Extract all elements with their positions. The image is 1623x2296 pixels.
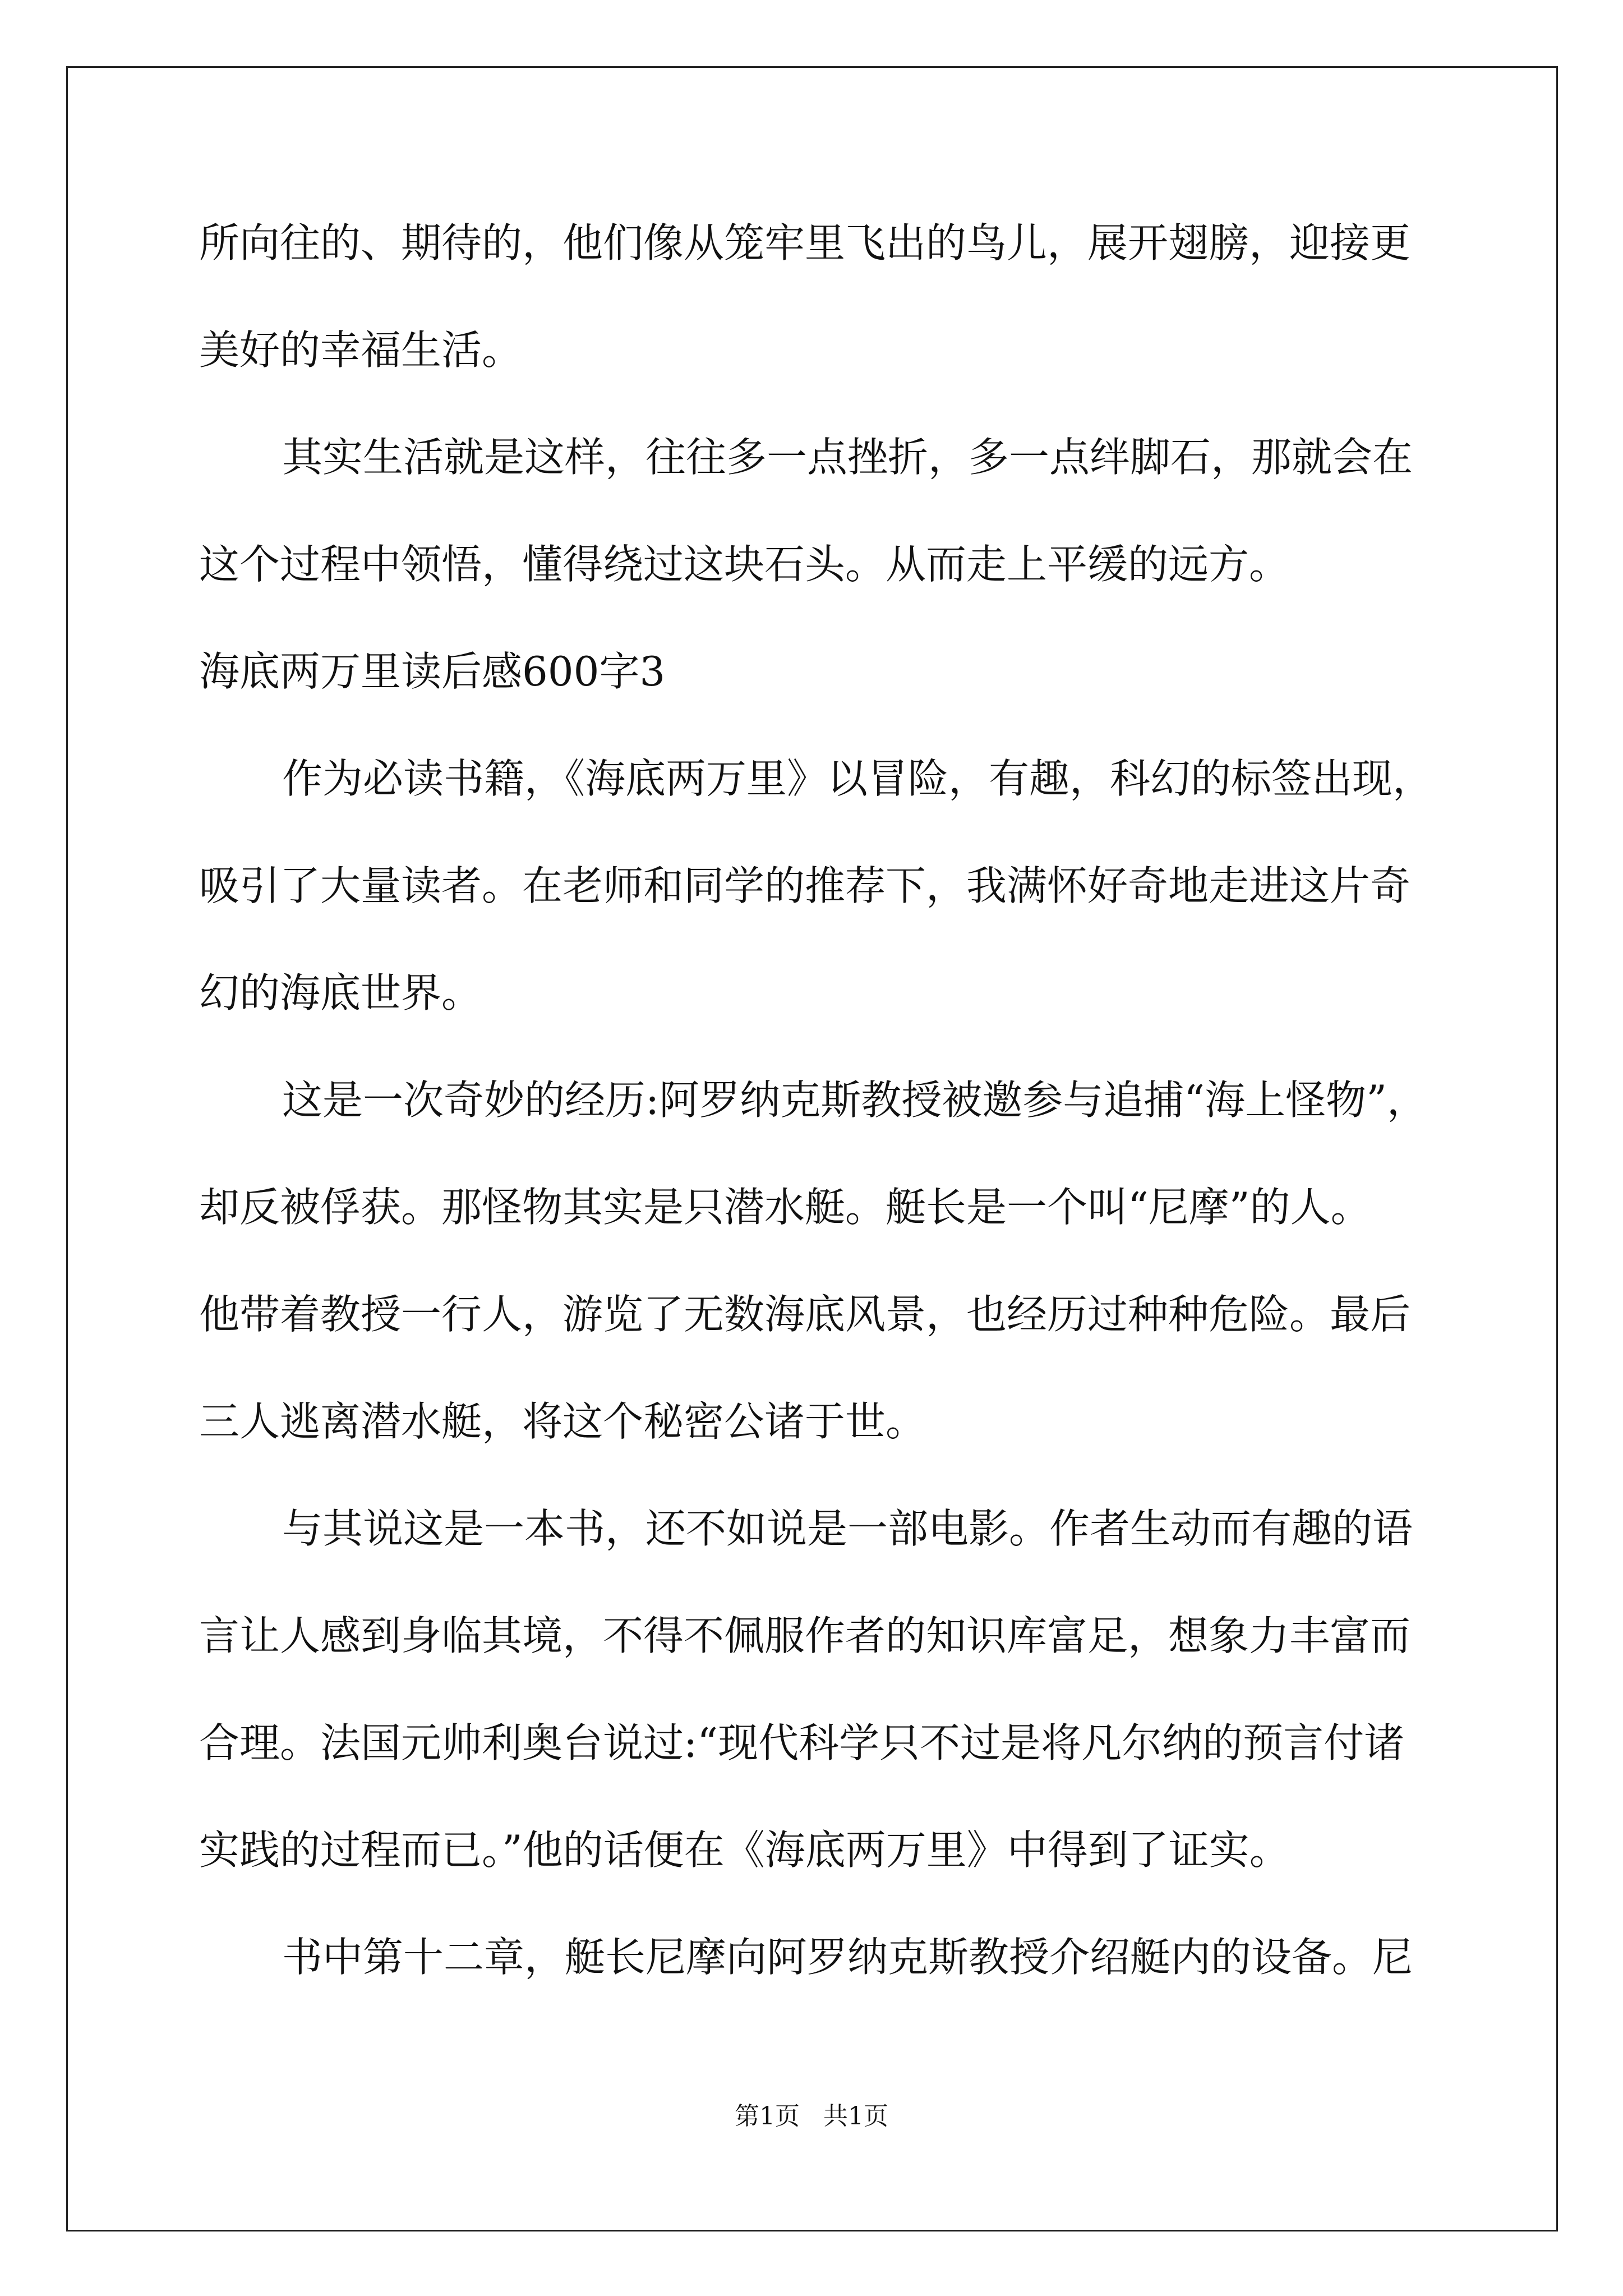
text-line: 他带着教授一行人，游览了无数海底风景，也经历过种种危险。最后	[199, 1291, 1411, 1338]
paragraph-start-line: 作为必读书籍，《海底两万里》以冒险，有趣，科幻的标签出现，	[282, 755, 1433, 802]
text-line: 这个过程中领悟，懂得绕过这块石头。从而走上平缓的远方。	[199, 541, 1290, 588]
text-line: 却反被俘获。那怪物其实是只潜水艇。艇长是一个叫“尼摩”的人。	[199, 1184, 1371, 1231]
paragraph-start-line: 与其说这是一本书，还不如说是一部电影。作者生动而有趣的语	[282, 1505, 1413, 1552]
text-line: 三人逃离潜水艇，将这个秘密公诸于世。	[199, 1398, 926, 1445]
page-number-footer: 第1页 共1页	[735, 2102, 888, 2131]
page-border	[66, 66, 1558, 2231]
text-line: 美好的幸福生活。	[199, 326, 523, 374]
text-line: 言让人感到身临其境，不得不佩服作者的知识库富足，想象力丰富而	[199, 1612, 1411, 1659]
text-line: 合理。法国元帅利奥台说过:“现代科学只不过是将凡尔纳的预言付诸	[199, 1719, 1405, 1766]
section-heading: 海底两万里读后感600字3	[199, 648, 666, 695]
text-line: 幻的海底世界。	[199, 969, 482, 1016]
text-line: 实践的过程而已。”他的话便在《海底两万里》中得到了证实。	[199, 1826, 1290, 1874]
paragraph-start-line: 其实生活就是这样，往往多一点挫折，多一点绊脚石，那就会在	[282, 434, 1413, 481]
text-line: 所向往的、期待的，他们像从笼牢里飞出的鸟儿，展开翅膀，迎接更	[199, 219, 1411, 266]
text-line: 吸引了大量读者。在老师和同学的推荐下，我满怀好奇地走进这片奇	[199, 862, 1411, 909]
paragraph-start-line: 书中第十二章，艇长尼摩向阿罗纳克斯教授介绍艇内的设备。尼	[282, 1934, 1413, 1981]
paragraph-start-line: 这是一次奇妙的经历:阿罗纳克斯教授被邀参与追捕“海上怪物”，	[282, 1076, 1427, 1124]
